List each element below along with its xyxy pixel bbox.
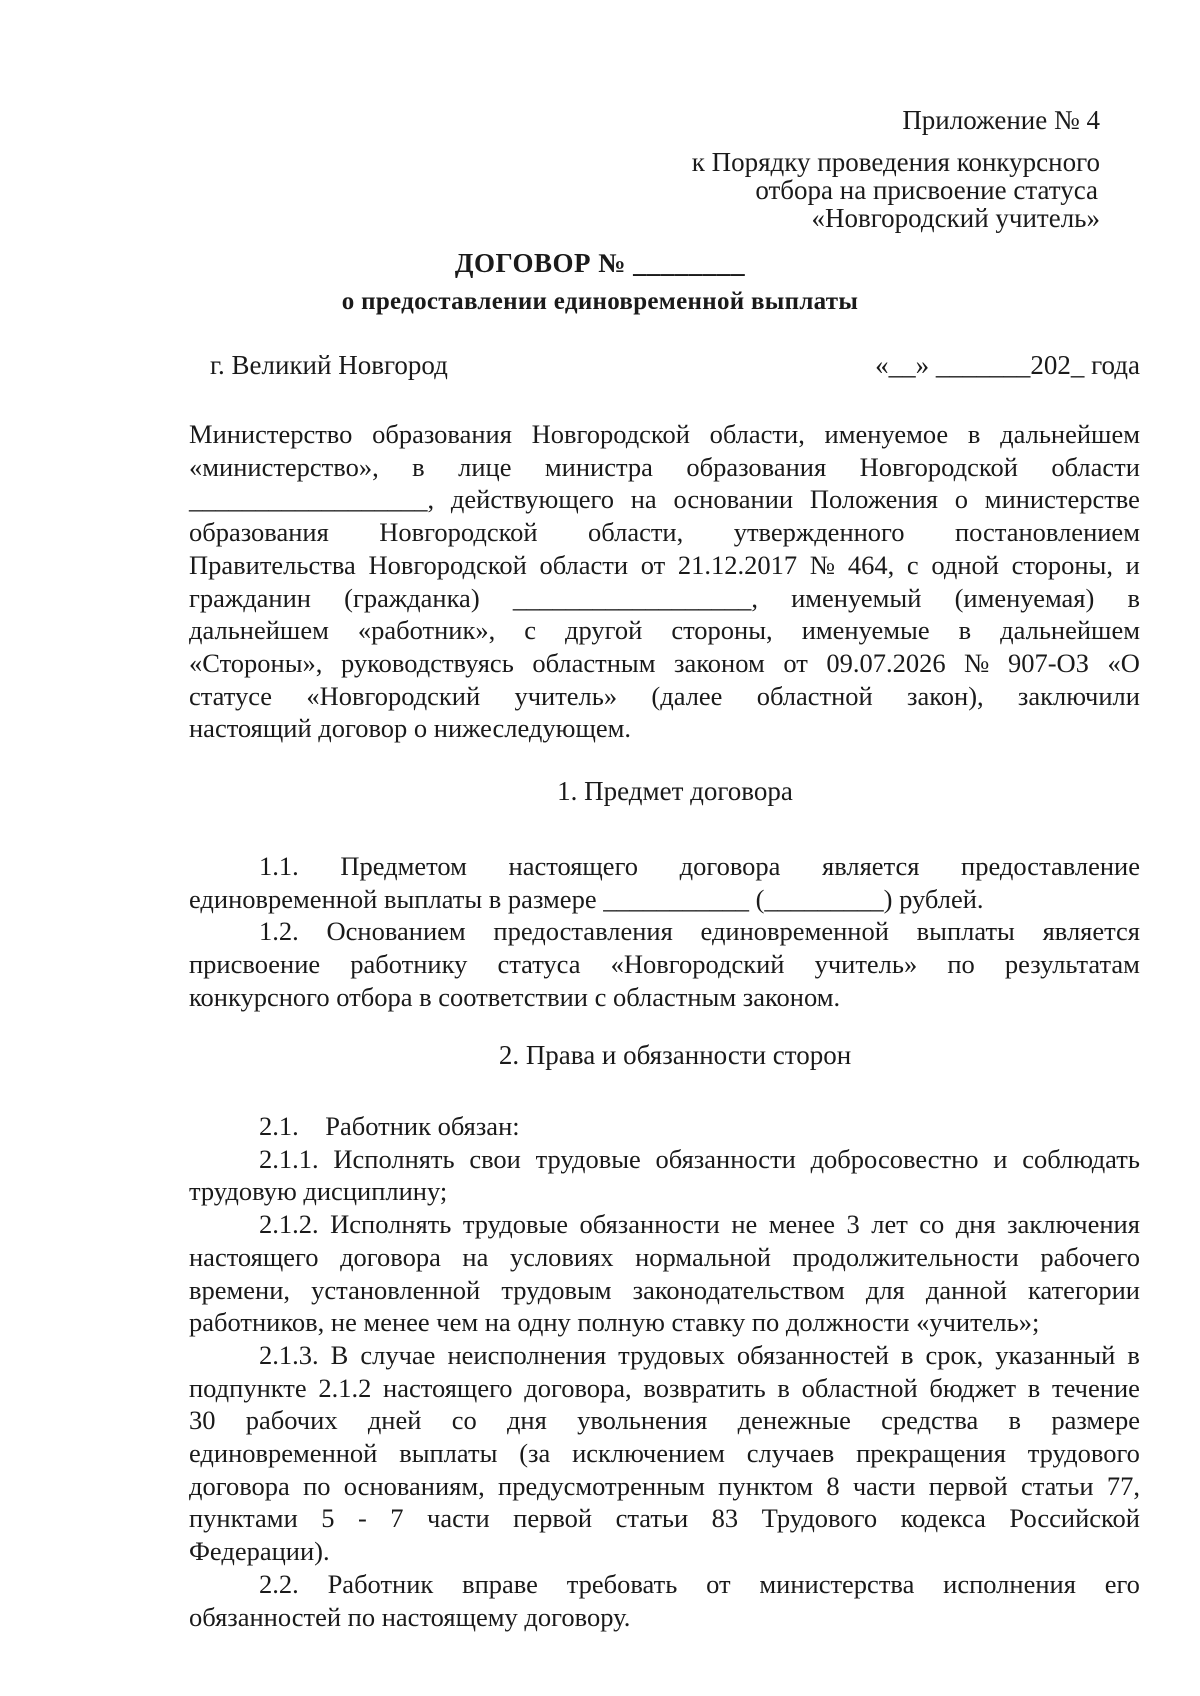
text-line xyxy=(189,1437,1140,1470)
word: Предметом xyxy=(340,851,467,881)
text-line xyxy=(189,451,1140,484)
word: (именуемая) xyxy=(954,582,1095,613)
word: первой xyxy=(928,1470,1008,1501)
word: единовременной xyxy=(700,916,889,947)
word: работнику xyxy=(350,949,468,980)
text-fragment: единовременной выплаты в размере ___________ (_________) рублей. xyxy=(189,883,984,914)
word: Трудового xyxy=(761,1503,878,1534)
word: В xyxy=(330,1339,349,1370)
word: настоящего xyxy=(383,1372,513,1403)
word: трудовым xyxy=(501,1274,612,1305)
word: области xyxy=(539,549,629,580)
word: 83 xyxy=(711,1503,739,1534)
word: Основанием xyxy=(326,916,466,947)
word: Работник xyxy=(327,1568,434,1599)
word: в xyxy=(1127,582,1140,613)
contract-date: «__» _______202_ года xyxy=(875,350,1140,380)
word: требовать xyxy=(566,1568,678,1599)
word: законодательством xyxy=(632,1274,845,1305)
text-line xyxy=(189,549,1140,582)
text-line xyxy=(189,1110,1140,1143)
word: категории xyxy=(1028,1274,1140,1305)
word: 30 xyxy=(189,1405,216,1436)
word: бюджет xyxy=(929,1372,1017,1403)
word: на xyxy=(462,1241,489,1272)
word: «Новгородский xyxy=(610,949,785,980)
word: статусе xyxy=(189,680,273,711)
word: на xyxy=(630,484,657,515)
word: руководствуясь xyxy=(340,647,514,678)
word: «Новгородский xyxy=(306,680,481,711)
word: со xyxy=(919,1209,945,1240)
appendix-line: «Новгородский учитель» xyxy=(811,203,1100,233)
text-line xyxy=(189,1502,1140,1535)
word: 3 xyxy=(846,1209,860,1240)
word: основании xyxy=(673,484,794,515)
word: условиях xyxy=(509,1241,614,1272)
word: дней xyxy=(367,1405,422,1436)
text-line xyxy=(189,680,1140,713)
word: Российской xyxy=(1009,1503,1140,1534)
word: __________________, xyxy=(512,582,758,613)
text-fragment: трудовую дисциплину; xyxy=(189,1176,448,1207)
word: «О xyxy=(1107,647,1140,678)
word: и xyxy=(993,1143,1008,1174)
word: размере xyxy=(1051,1405,1140,1436)
word: 21.12.2017 xyxy=(677,549,798,580)
text-line xyxy=(189,712,1140,745)
word: образования xyxy=(189,517,329,548)
word: с xyxy=(524,615,536,646)
text-line xyxy=(189,1372,1140,1405)
text-line xyxy=(189,915,1140,948)
word: возвратить xyxy=(643,1372,766,1403)
word: законом xyxy=(674,647,765,678)
appendix-line: к Порядку проведения конкурсного xyxy=(691,147,1100,177)
word: статьи xyxy=(615,1503,689,1534)
word: прекращения xyxy=(856,1438,1006,1469)
word: лице xyxy=(458,451,512,482)
word: нормальной xyxy=(635,1241,771,1272)
word: трудовые xyxy=(535,1143,641,1174)
word: в xyxy=(412,451,425,482)
word: министерства xyxy=(759,1568,915,1599)
word: действующего xyxy=(450,484,614,515)
word: срок, xyxy=(925,1339,984,1370)
word: 5 xyxy=(321,1503,335,1534)
word: предоставления xyxy=(493,916,673,947)
word: исключением xyxy=(572,1438,725,1469)
word: закон), xyxy=(907,680,984,711)
word: (далее xyxy=(651,680,723,711)
word: для xyxy=(865,1274,905,1305)
section-2-heading: 2. Права и обязанности сторон xyxy=(498,1040,852,1070)
word: свои xyxy=(469,1143,521,1174)
text-line xyxy=(189,1601,1140,1634)
text-line xyxy=(189,1339,1140,1372)
word: трудового xyxy=(1027,1438,1140,1469)
word: в xyxy=(1008,1405,1022,1436)
word: 2.2. xyxy=(259,1568,299,1599)
text-line xyxy=(189,948,1140,981)
word: его xyxy=(1104,1568,1140,1599)
word: гражданин xyxy=(189,582,311,613)
word: от xyxy=(783,647,808,678)
word: результатам xyxy=(1004,949,1140,980)
word: 1.2. xyxy=(259,916,299,947)
word: дальнейшем xyxy=(1000,419,1140,449)
word: министерстве xyxy=(984,484,1140,515)
word: статьи xyxy=(1020,1470,1094,1501)
word: случаев xyxy=(746,1438,835,1469)
word: «Стороны», xyxy=(189,647,323,678)
text-line xyxy=(189,418,1140,451)
word: обязанности xyxy=(655,1143,796,1174)
text-line xyxy=(189,516,1140,549)
word: 7 xyxy=(390,1503,404,1534)
appendix-number: Приложение № 4 xyxy=(902,105,1100,135)
word: выплаты xyxy=(916,916,1015,947)
word: договора xyxy=(679,851,781,881)
word: 2.1.2. xyxy=(259,1209,319,1240)
word: __________________, xyxy=(189,484,435,515)
text-fragment: 2.1. Работник обязан: xyxy=(259,1111,520,1141)
word: 09.07.2026 xyxy=(826,647,946,678)
word: является xyxy=(1042,916,1140,947)
word: в xyxy=(967,419,981,449)
appendix-reference xyxy=(692,148,1100,232)
word: № xyxy=(964,647,990,678)
text-line xyxy=(189,1208,1140,1241)
word: о xyxy=(954,484,969,515)
word: установленной xyxy=(311,1274,481,1305)
text-line xyxy=(189,582,1140,615)
word: № xyxy=(809,549,836,580)
word: с xyxy=(906,549,919,580)
word: единовременной xyxy=(189,1438,378,1469)
word: исполнения xyxy=(943,1568,1076,1599)
preamble-paragraph xyxy=(189,418,1140,745)
word: стороны, xyxy=(1011,549,1113,580)
word: «работник», xyxy=(357,615,496,646)
word: Положения xyxy=(809,484,938,515)
word: от xyxy=(706,1568,731,1599)
word: менее xyxy=(768,1209,835,1240)
text-line xyxy=(189,1568,1140,1601)
word: именуемое xyxy=(824,419,949,449)
word: лет xyxy=(871,1209,908,1240)
word: 907-ОЗ xyxy=(1007,647,1089,678)
text-line xyxy=(189,981,1140,1014)
word: случае xyxy=(360,1339,436,1370)
word: - xyxy=(357,1503,367,1534)
word: обязанностей xyxy=(736,1339,889,1370)
word: стороны, xyxy=(671,615,773,646)
word: данной xyxy=(925,1274,1007,1305)
text-line xyxy=(189,614,1140,647)
word: основаниям, xyxy=(343,1470,485,1501)
word: областной xyxy=(801,1372,918,1403)
word: подпункте xyxy=(189,1372,307,1403)
word: по xyxy=(303,1470,331,1501)
word: постановлением xyxy=(954,517,1140,548)
word: дальнейшем xyxy=(189,615,329,646)
word: в xyxy=(1027,1372,1041,1403)
word: области, xyxy=(588,517,684,548)
text-line xyxy=(189,1175,1140,1208)
word: не xyxy=(731,1209,758,1240)
word: дня xyxy=(506,1405,547,1436)
word: и xyxy=(1125,549,1140,580)
word: Новгородской xyxy=(379,517,538,548)
section-1-heading: 1. Предмет договора xyxy=(557,776,793,806)
word: 8 xyxy=(826,1470,840,1501)
word: 2.1.3. xyxy=(259,1339,319,1370)
word: денежные xyxy=(737,1405,851,1436)
word: учитель» xyxy=(814,949,918,980)
section-1-body xyxy=(189,850,1140,1014)
text-line xyxy=(189,1306,1140,1339)
word: присвоение xyxy=(189,949,321,980)
word: пунктами xyxy=(189,1503,298,1534)
word: утвержденного xyxy=(733,517,905,548)
word: выплаты xyxy=(399,1438,498,1469)
word: одной xyxy=(931,549,999,580)
section-2-body xyxy=(189,1110,1140,1633)
word: пунктом xyxy=(718,1470,814,1501)
word: дальнейшем xyxy=(1000,615,1140,646)
word: добросовестно xyxy=(810,1143,979,1174)
word: настоящего xyxy=(189,1241,319,1272)
word: (гражданка) xyxy=(344,582,480,613)
word: неисполнения xyxy=(447,1339,607,1370)
text-fragment: Федерации). xyxy=(189,1536,330,1567)
word: (за xyxy=(519,1438,551,1469)
word: дня xyxy=(955,1209,996,1240)
word: трудовых xyxy=(618,1339,725,1370)
word: Правительства xyxy=(189,549,356,580)
word: учитель» xyxy=(514,680,618,711)
text-line xyxy=(189,1274,1140,1307)
word: рабочих xyxy=(245,1405,338,1436)
word: указанный xyxy=(995,1339,1116,1370)
word: образования xyxy=(372,419,512,449)
word: первой xyxy=(513,1503,593,1534)
text-fragment: конкурсного отбора в соответствии с областным законом. xyxy=(189,981,841,1012)
word: областным xyxy=(532,647,656,678)
text-fragment: настоящий договор о нижеследующем. xyxy=(189,713,632,744)
word: течение xyxy=(1052,1372,1140,1403)
word: соблюдать xyxy=(1022,1143,1140,1174)
word: Исполнять xyxy=(330,1209,452,1240)
word: вправе xyxy=(462,1568,538,1599)
text-line xyxy=(189,850,1140,883)
word: 77, xyxy=(1106,1470,1140,1501)
text-line xyxy=(189,647,1140,680)
appendix-line: отбора на присвоение статуса xyxy=(755,175,1098,205)
word: договора, xyxy=(524,1372,632,1403)
word: предусмотренным xyxy=(498,1470,705,1501)
word: 2.1.2 xyxy=(318,1372,372,1403)
word: другой xyxy=(565,615,643,646)
word: продолжительности xyxy=(792,1241,1019,1272)
word: трудовые xyxy=(462,1209,569,1240)
word: договора xyxy=(340,1241,441,1272)
word: рабочего xyxy=(1040,1241,1140,1272)
text-line xyxy=(189,1470,1140,1503)
word: в xyxy=(958,615,972,646)
word: области, xyxy=(709,419,805,449)
word: 2.1.1. xyxy=(259,1143,319,1174)
word: обязанности xyxy=(579,1209,720,1240)
word: 464, xyxy=(847,549,895,580)
text-line xyxy=(189,1404,1140,1437)
text-line xyxy=(189,1241,1140,1274)
word: со xyxy=(451,1405,477,1436)
word: Новгородской xyxy=(859,451,1018,482)
word: от xyxy=(640,549,666,580)
word: заключения xyxy=(1007,1209,1140,1240)
word: Исполнять xyxy=(333,1143,455,1174)
contract-subtitle: о предоставлении единовременной выплаты xyxy=(341,288,859,315)
text-line xyxy=(189,483,1140,516)
word: «министерство», xyxy=(189,451,379,482)
text-fragment: обязанностей по настоящему договору. xyxy=(189,1601,631,1632)
word: договора xyxy=(189,1470,290,1501)
text-line xyxy=(189,883,1140,916)
word: кодекса xyxy=(900,1503,986,1534)
word: является xyxy=(822,851,920,881)
word: времени, xyxy=(189,1274,291,1305)
word: средства xyxy=(881,1405,979,1436)
contract-title: ДОГОВОР № ________ xyxy=(454,248,746,278)
word: в xyxy=(900,1339,914,1370)
text-fragment: работников, не менее чем на одну полную ставку по должности «учитель»; xyxy=(189,1307,1040,1338)
word: именуемый xyxy=(791,582,922,613)
word: 1.1. xyxy=(259,851,299,881)
word: министра xyxy=(544,451,653,482)
word: в xyxy=(1127,1339,1140,1370)
word: заключили xyxy=(1017,680,1140,711)
word: областной xyxy=(756,680,873,711)
word: статуса xyxy=(497,949,581,980)
word: части xyxy=(852,1470,916,1501)
text-line xyxy=(189,1143,1140,1176)
word: Новгородской xyxy=(531,419,690,449)
word: Новгородской xyxy=(368,549,527,580)
word: настоящего xyxy=(508,851,639,881)
word: Министерство xyxy=(189,419,353,449)
word: части xyxy=(427,1503,490,1534)
contract-city: г. Великий Новгород xyxy=(210,350,448,380)
word: по xyxy=(947,949,975,980)
word: именуемые xyxy=(801,615,930,646)
word: увольнения xyxy=(577,1405,708,1436)
word: области xyxy=(1051,451,1140,482)
word: предоставление xyxy=(961,851,1140,881)
text-line xyxy=(189,1535,1140,1568)
word: в xyxy=(777,1372,790,1403)
word: образования xyxy=(686,451,827,482)
